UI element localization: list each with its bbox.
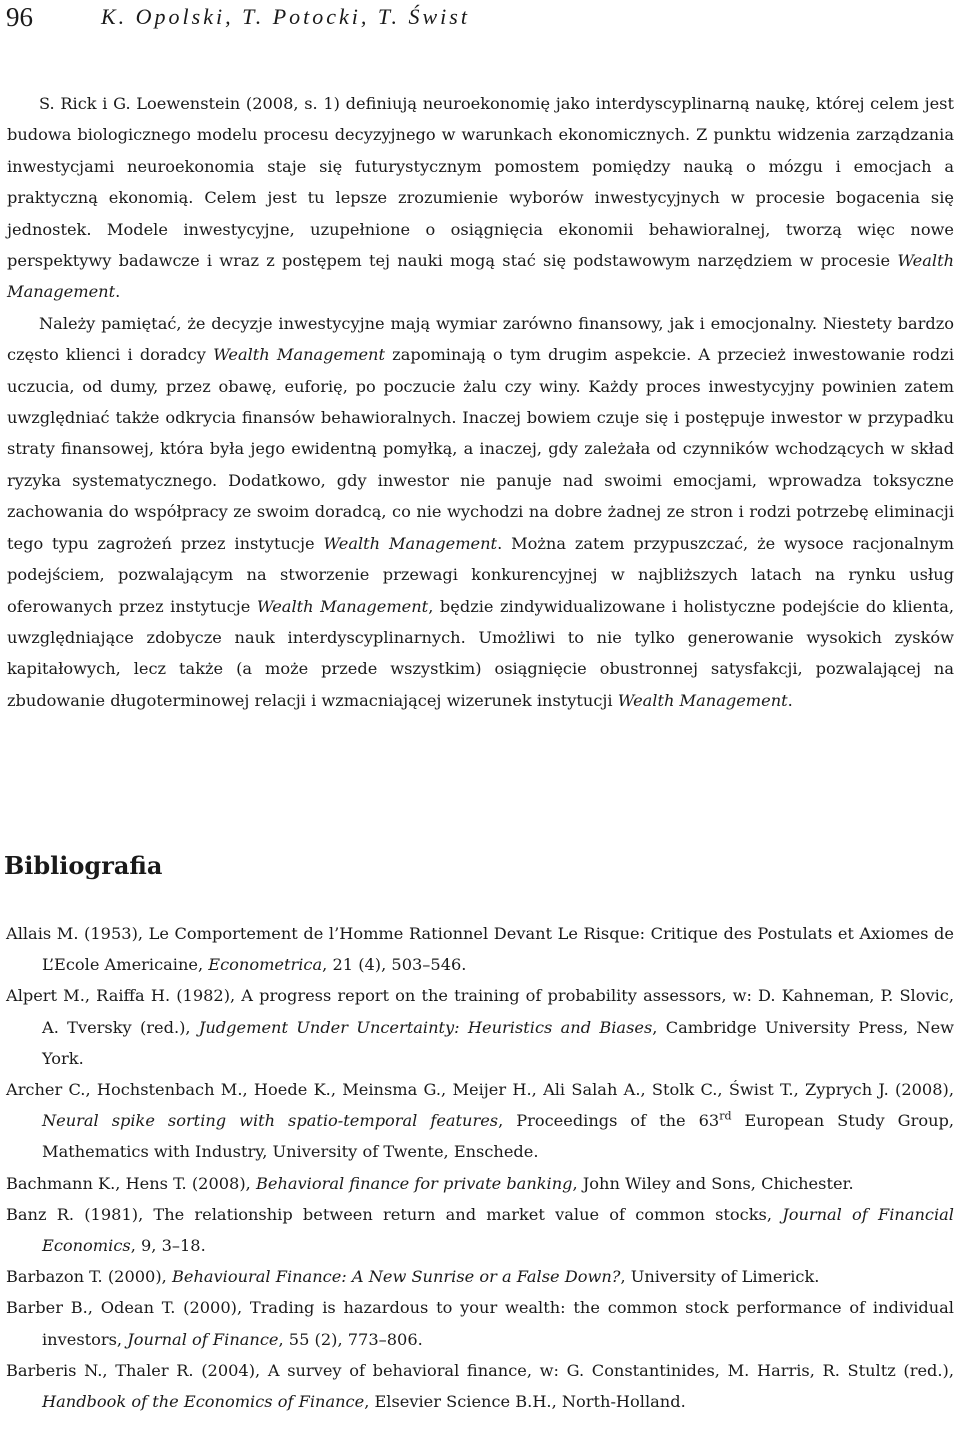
italic-term: Wealth Management (617, 690, 788, 710)
text-span: Barber B., Odean T. (2000), Trading is hazardous to your wealth: the common stock performance of individual investors, (6, 1298, 954, 1349)
running-head-authors: K. Opolski, T. Potocki, T. Świst (101, 4, 470, 29)
text-span: Archer C., Hochstenbach M., Hoede K., Meinsma G., Meijer H., Ali Salah A., Stolk C., Świst T., Zyprych J. (2008), (6, 1080, 954, 1100)
text-span: Alpert M., Raiffa H. (1982), A progress report on the training of probability assessors, w: D. Kahneman, P. Slovic, A. Tversky (red.), (6, 986, 954, 1037)
running-header (6, 0, 946, 40)
bibliography-entry (6, 980, 955, 1074)
body-text (7, 88, 954, 716)
text-span: Barbazon T. (2000), (6, 1267, 172, 1287)
paragraph-2 (7, 308, 954, 716)
text-span: . (115, 282, 121, 302)
bibliography-entry (6, 1355, 954, 1417)
text-span: S. Rick i G. Loewenstein (2008, s. 1) definiują neuroekonomię jako interdyscyplinarną naukę, której celem jest budowa biologicznego modelu procesu decyzyjnego w warunkach ekonomicznych. Z punktu widzenia zarządzania inwestycjami neuroekonomia staje się futurystycznym pomostem pomiędzy nauką o mózgu i emocjach a praktyczną ekonomią. Celem jest tu lepsze zrozumienie wyborów inwestycyjnych w procesie bogacenia się jednostek. Modele inwestycyjne, uzupełnione o osiągnięcia ekonomii behawioralnej, tworzą więc nowe perspektywy badawcze i wraz z postępem tej nauki mogą stać się podstawowym narzędziem w procesie (7, 94, 954, 271)
text-span: European Study Group, Mathematics with Industry, University of Twente, Enschede. (42, 1111, 955, 1162)
text-span: , 9, 3–18. (130, 1236, 206, 1256)
text-span: , 55 (2), 773–806. (278, 1329, 423, 1349)
italic-term: Wealth Management (213, 345, 385, 365)
bibliography-entry (6, 1168, 954, 1199)
text-span: Allais M. (1953), Le Comportement de l’Homme Rationnel Devant Le Risque: Critique des Postulats et Axiomes de L’Ecole Americaine, (6, 924, 954, 975)
italic-title: Econometrica (208, 955, 323, 975)
section-heading-bibliography: Bibliografia (4, 851, 163, 880)
text-span: , John Wiley and Sons, Chichester. (572, 1173, 854, 1193)
bibliography-entry (6, 1074, 955, 1168)
text-span: Banz R. (1981), The relationship between return and market value of common stocks, (6, 1204, 783, 1224)
superscript: rd (719, 1109, 732, 1123)
italic-term: Wealth Management (7, 251, 954, 302)
page-number: 96 (6, 2, 33, 32)
bibliography-entry (6, 1199, 954, 1261)
italic-title: Journal of Finance (127, 1329, 279, 1349)
italic-term: Wealth Management (323, 533, 498, 553)
text-span: Należy pamiętać, że decyzje inwestycyjne mają wymiar zarówno finansowy, jak i emocjonalny. Niestety bardzo często klienci i doradcy (7, 313, 954, 365)
paragraph-1 (7, 88, 954, 308)
text-span: . Można zatem przypuszczać, że wysoce racjonalnym podejściem, pozwalającym na stworzenie przewagi konkurencyjnej w najbliższych latach na rynku usług oferowanych przez instytucje (7, 533, 955, 616)
italic-title: Journal of Financial Economics (42, 1204, 954, 1256)
text-span: , Elsevier Science B.H., North-Holland. (364, 1392, 686, 1412)
text-span: , 21 (4), 503–546. (322, 955, 467, 975)
text-span: , Proceedings of the 63 (498, 1111, 720, 1131)
italic-title: Neural spike sorting with spatio-temporal features (42, 1111, 499, 1131)
text-span: zapominają o tym drugim aspekcie. A przecież inwestowanie rodzi uczucia, od dumy, przez obawę, euforię, po poczucie żalu czy winy. Każdy proces inwestycyjny powinien zatem uwzględniać także odkrycia finansów behawioralnych. Inaczej bowiem czuje się i postępuje inwestor w przypadku straty finansowej, która była jego ewidentną pomyłką, a inaczej, gdy zależała od czynników wchodzących w skład ryzyka systematycznego. Dodatkowo, gdy inwestor nie panuje nad swoimi emocjami, wprowadza toksyczne zachowania do współpracy ze swoim doradcą, co nie wychodzi na dobre żadnej ze stron i rodzi potrzebę eliminacji tego typu zagrożeń przez instytucje (7, 345, 954, 553)
text-span: , będzie zindywidualizowane i holistyczne podejście do klienta, uwzględniające zdobycze nauk interdyscyplinarnych. Umożliwi to nie tylko generowanie wysokich zysków kapitałowych, lecz także (a może przede wszystkim) osiągnięcie obustronnej satysfakcji, pozwalającej na zbudowanie długoterminowej relacji i wzmacniającej wizerunek instytucji (7, 596, 955, 710)
text-span: Bachmann K., Hens T. (2008), (6, 1173, 256, 1193)
bibliography-list (6, 918, 954, 1417)
bibliography-entry (6, 1261, 954, 1292)
text-span: , Cambridge University Press, New York. (42, 1017, 955, 1068)
italic-title: Behavioral finance for private banking (255, 1173, 573, 1193)
italic-term: Wealth Management (256, 596, 429, 616)
italic-title: Handbook of the Economics of Finance (42, 1392, 365, 1412)
bibliography-entry (6, 918, 954, 980)
text-span: , University of Limerick. (620, 1267, 820, 1287)
italic-title: Behavioural Finance: A New Sunrise or a False Down? (171, 1267, 621, 1287)
bibliography-entry (6, 1292, 954, 1354)
italic-title: Judgement Under Uncertainty: Heuristics and Biases (198, 1017, 653, 1037)
text-span: . (787, 690, 793, 710)
text-span: Barberis N., Thaler R. (2004), A survey of behavioral finance, w: G. Constantinides, M. Harris, R. Stultz (red.), (6, 1360, 954, 1380)
